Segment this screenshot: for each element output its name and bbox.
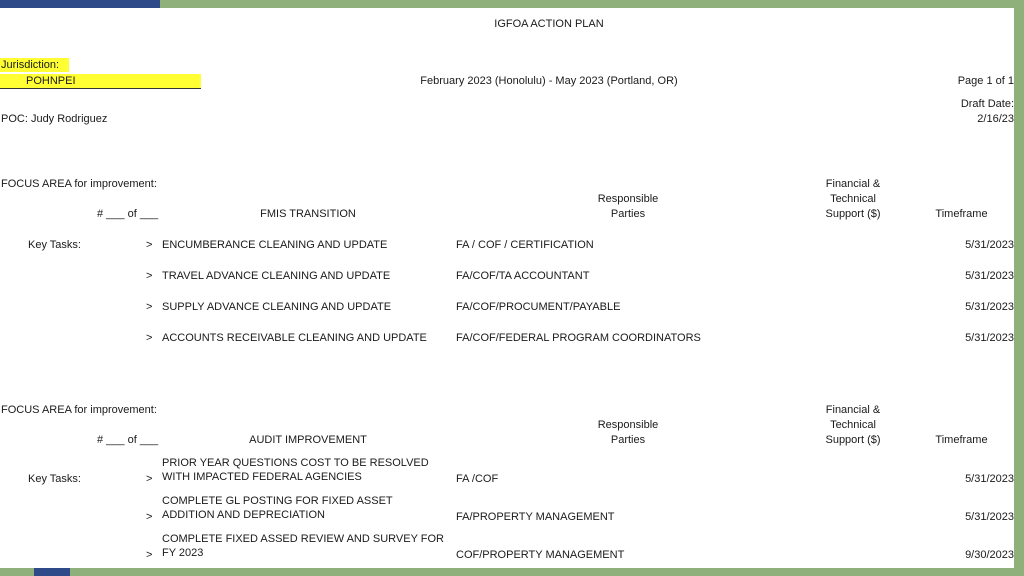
task-date: 5/31/2023: [965, 270, 1014, 282]
jurisdiction-label: Jurisdiction:: [0, 58, 69, 72]
focus-name: FMIS TRANSITION: [260, 208, 356, 220]
jurisdiction-text: POHNPEI: [26, 75, 76, 87]
task-parties: FA / COF / CERTIFICATION: [456, 239, 594, 251]
focus-label: FOCUS AREA for improvement:: [1, 404, 157, 416]
task-marker: >: [146, 511, 153, 523]
task-date: 5/31/2023: [965, 301, 1014, 313]
page-title: IGFOA ACTION PLAN: [494, 18, 604, 30]
focus-count: # ___ of ___: [97, 208, 159, 220]
task-date: 5/31/2023: [965, 511, 1014, 523]
task-parties: FA/PROPERTY MANAGEMENT: [456, 511, 615, 523]
task-text: ACCOUNTS RECEIVABLE CLEANING AND UPDATE: [162, 332, 427, 344]
key-tasks-label: Key Tasks:: [28, 239, 81, 251]
col-support-1: Financial &: [825, 404, 881, 416]
focus-count: # ___ of ___: [97, 434, 159, 446]
task-date: 5/31/2023: [965, 473, 1014, 485]
draft-label: Draft Date:: [960, 98, 1014, 110]
page-number: Page 1 of 1: [957, 75, 1014, 87]
task-marker: >: [146, 473, 153, 485]
frame-accent-top: [0, 0, 160, 8]
task-parties: COF/PROPERTY MANAGEMENT: [456, 549, 625, 561]
task-text: COMPLETE GL POSTING FOR FIXED ASSET ADDITION AND DEPRECIATION: [162, 495, 393, 521]
col-support-2: Technical: [830, 193, 876, 205]
col-responsible: Responsible: [597, 419, 659, 431]
task-parties: FA/COF/PROCUMENT/PAYABLE: [456, 301, 621, 313]
col-support-3: Support ($): [825, 434, 881, 446]
action-plan-sheet: [0, 8, 1014, 568]
task-text: PRIOR YEAR QUESTIONS COST TO BE RESOLVED WITH IMPACTED FEDERAL AGENCIES: [162, 457, 429, 483]
task-parties: FA/COF/FEDERAL PROGRAM COORDINATORS: [456, 332, 701, 344]
draft-date: 2/16/23: [977, 113, 1014, 125]
col-support-2: Technical: [830, 419, 876, 431]
col-timeframe: Timeframe: [935, 208, 988, 220]
key-tasks-label: Key Tasks:: [28, 473, 81, 485]
task-text: SUPPLY ADVANCE CLEANING AND UPDATE: [162, 301, 392, 313]
frame-accent-bottom: [34, 568, 70, 576]
task-text: TRAVEL ADVANCE CLEANING AND UPDATE: [162, 270, 391, 282]
task-marker: >: [146, 332, 153, 344]
col-responsible: Responsible: [597, 193, 659, 205]
col-support-1: Financial &: [825, 178, 881, 190]
poc: POC: Judy Rodriguez: [1, 113, 108, 125]
focus-label: FOCUS AREA for improvement:: [1, 178, 157, 190]
task-marker: >: [146, 301, 153, 313]
col-timeframe: Timeframe: [935, 434, 988, 446]
task-text: COMPLETE FIXED ASSED REVIEW AND SURVEY FOR FY 2023: [162, 533, 444, 559]
task-marker: >: [146, 239, 153, 251]
task-text: ENCUMBERANCE CLEANING AND UPDATE: [162, 239, 388, 251]
task-marker: >: [146, 270, 153, 282]
col-parties: Parties: [610, 434, 646, 446]
task-date: 9/30/2023: [965, 549, 1014, 561]
jurisdiction-value: [0, 74, 201, 89]
task-date: 5/31/2023: [965, 332, 1014, 344]
col-parties: Parties: [610, 208, 646, 220]
period: February 2023 (Honolulu) - May 2023 (Portland, OR): [420, 75, 678, 87]
task-marker: >: [146, 549, 153, 561]
task-date: 5/31/2023: [965, 239, 1014, 251]
col-support-3: Support ($): [825, 208, 881, 220]
task-parties: FA/COF/TA ACCOUNTANT: [456, 270, 590, 282]
task-parties: FA /COF: [456, 473, 499, 485]
focus-name: AUDIT IMPROVEMENT: [249, 434, 367, 446]
